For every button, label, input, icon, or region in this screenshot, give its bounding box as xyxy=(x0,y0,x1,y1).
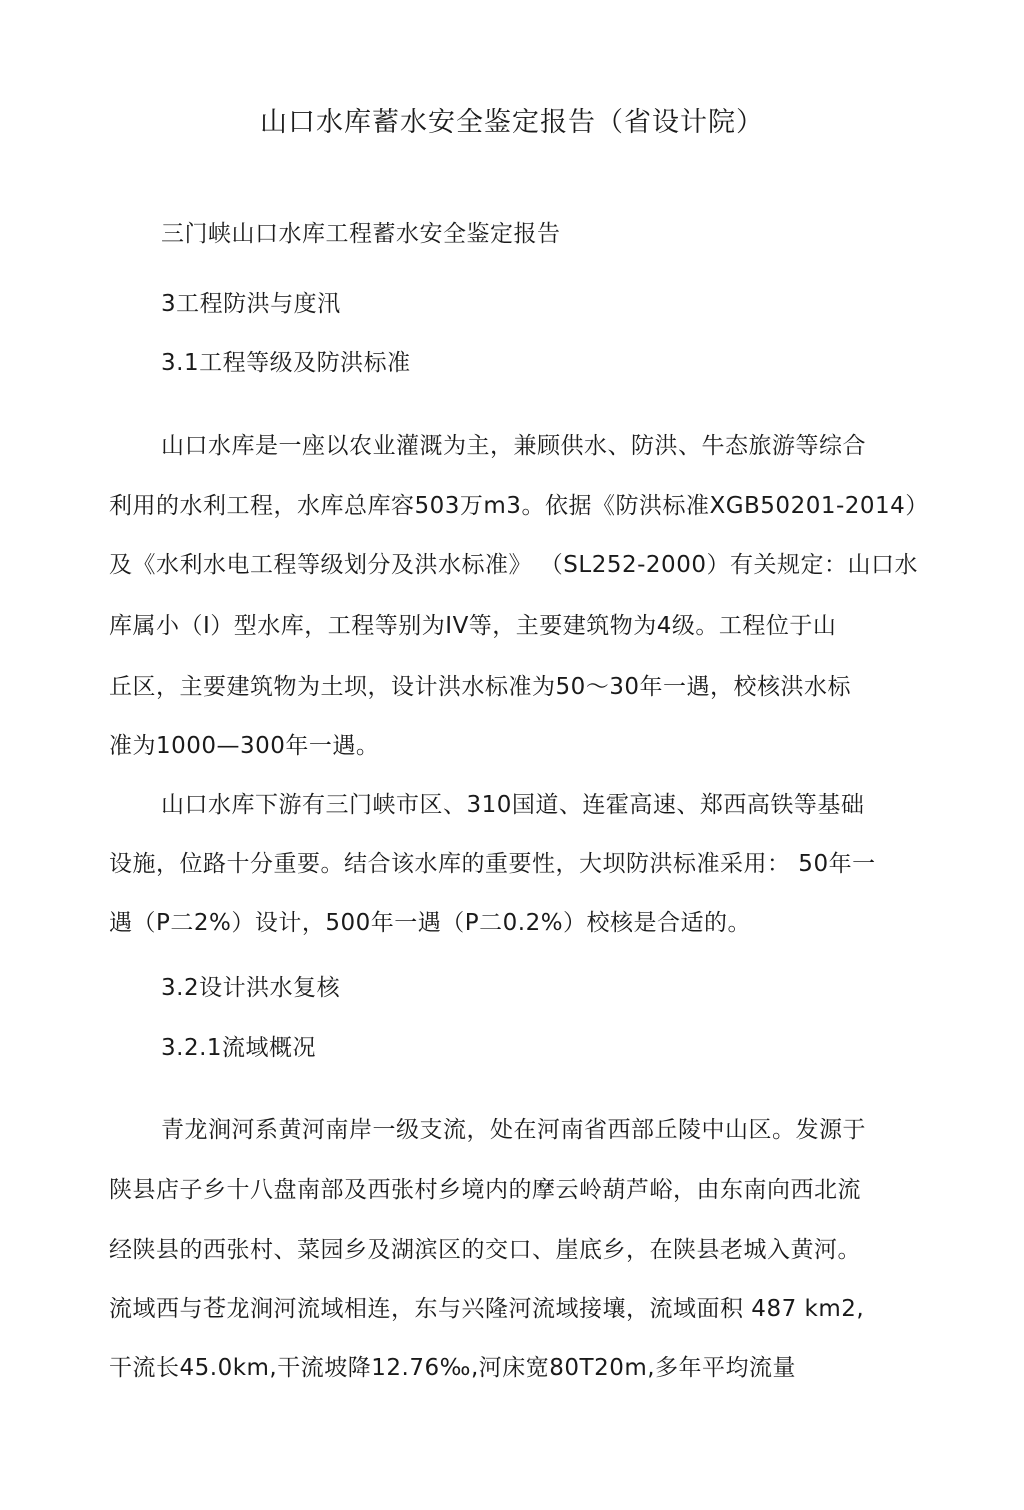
paragraph-line: 库属小（I）型水库，工程等别为IV等，主要建筑物为4级。工程位于山 xyxy=(109,613,837,639)
paragraph-line: 山口水库下游有三门峡市区、310国道、连霍高速、郑西高铁等基础 xyxy=(161,792,865,818)
section-heading-3-2-1: 3.2.1流域概况 xyxy=(161,1035,317,1061)
report-subtitle: 三门峡山口水库工程蓄水安全鉴定报告 xyxy=(161,221,561,247)
paragraph-line: 山口水库是一座以农业灌溉为主，兼顾供水、防洪、牛态旅游等综合 xyxy=(161,433,866,459)
paragraph-line: 经陕县的西张村、菜园乡及湖滨区的交口、崖底乡，在陕县老城入黄河。 xyxy=(109,1237,861,1263)
paragraph-line: 陕县店子乡十八盘南部及西张村乡境内的摩云岭葫芦峪，由东南向西北流 xyxy=(109,1177,861,1203)
paragraph-line: 设施，位路十分重要。结合该水库的重要性，大坝防洪标准采用： 50年一 xyxy=(109,851,876,877)
paragraph-line: 及《水利水电工程等级划分及洪水标准》 （SL252-2000）有关规定：山口水 xyxy=(109,552,918,578)
paragraph-line: 干流长45.0km,干流坡降12.76‰,河床宽80T20m,多年平均流量 xyxy=(109,1355,797,1381)
section-heading-3-2: 3.2设计洪水复核 xyxy=(161,975,341,1001)
document-title: 山口水库蓄水安全鉴定报告（省设计院） xyxy=(260,107,764,138)
paragraph-line: 遇（P二2%）设计，500年一遇（P二0.2%）校核是合适的。 xyxy=(109,910,752,936)
paragraph-line: 丘区，主要建筑物为土坝，设计洪水标准为50〜30年一遇，校核洪水标 xyxy=(109,674,852,700)
section-heading-3-1: 3.1工程等级及防洪标准 xyxy=(161,350,411,376)
section-heading-3: 3工程防洪与度汛 xyxy=(161,291,341,317)
paragraph-line: 准为1000—300年一遇。 xyxy=(109,733,380,759)
paragraph-line: 利用的水利工程，水库总库容503万m3。依据《防洪标准XGB50201-2014） xyxy=(109,493,929,519)
paragraph-line: 流域西与苍龙涧河流域相连，东与兴隆河流域接壤，流域面积 487 km2, xyxy=(109,1296,865,1322)
paragraph-line: 青龙涧河系黄河南岸一级支流，处在河南省西部丘陵中山区。发源于 xyxy=(161,1117,866,1143)
